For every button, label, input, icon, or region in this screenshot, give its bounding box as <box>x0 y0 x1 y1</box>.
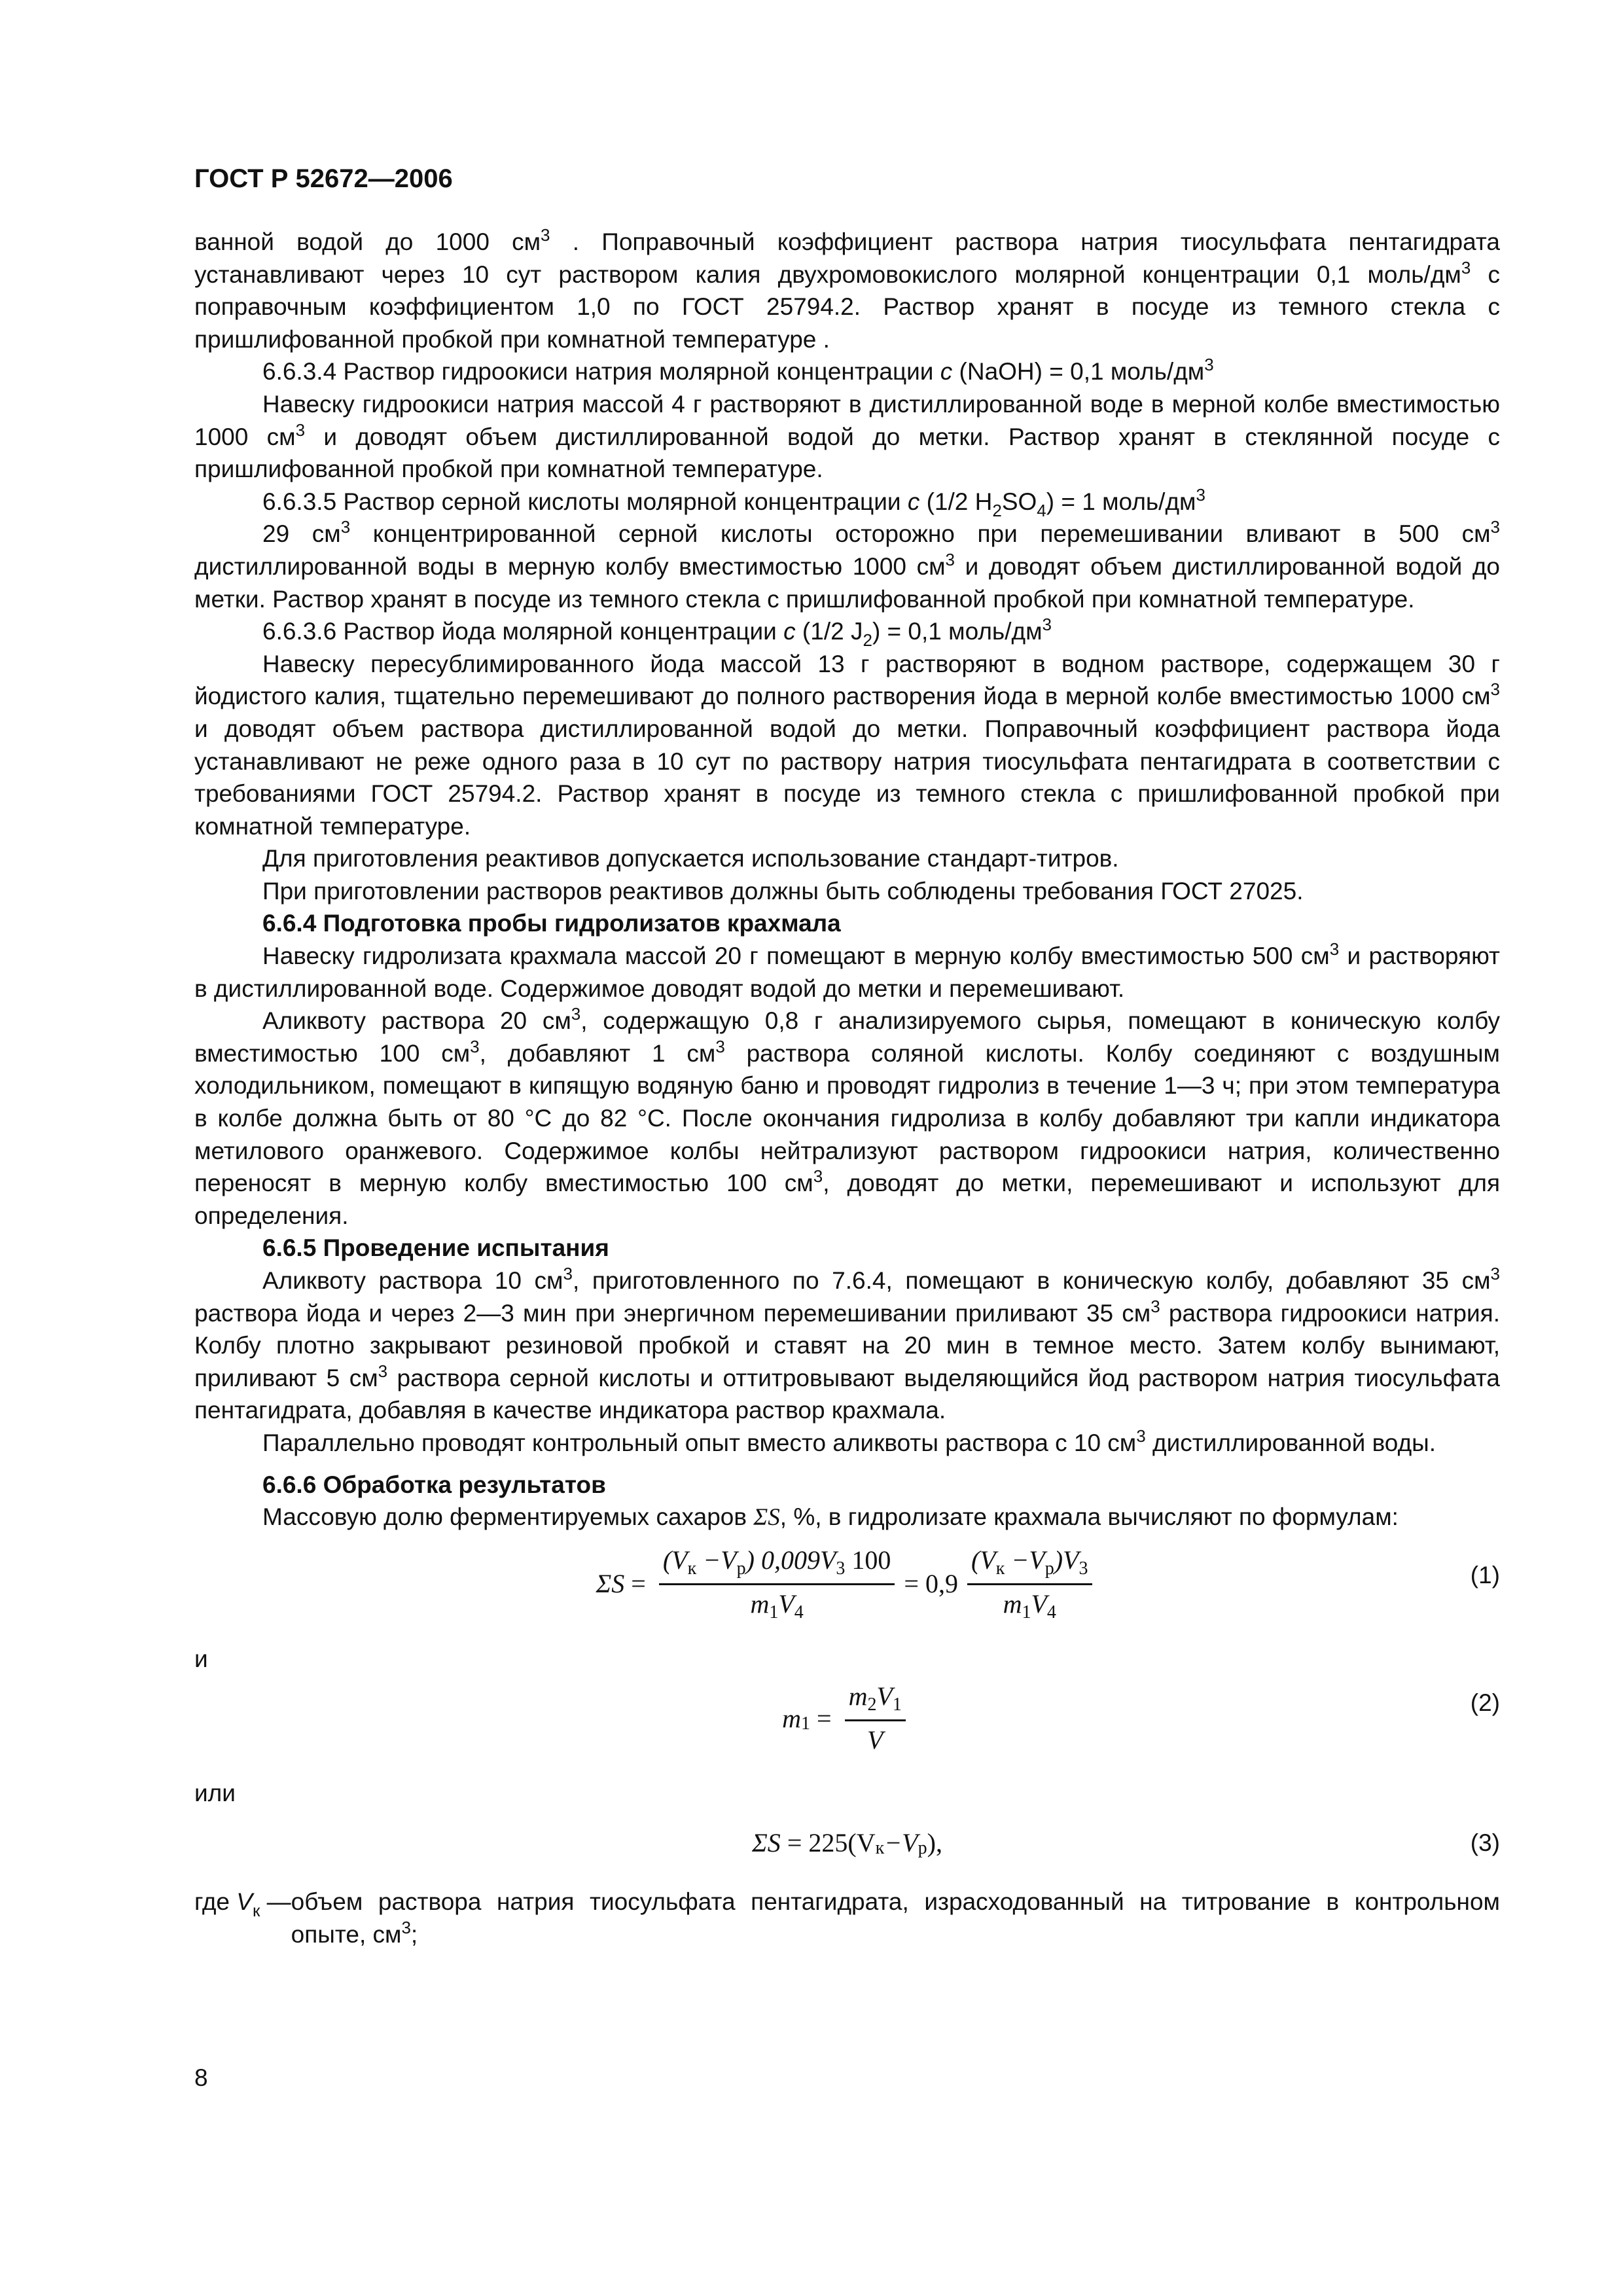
superscript: 3 <box>1329 939 1340 960</box>
paragraph <box>194 1005 1500 1232</box>
text-run: 6.6.3.4 Раствор гидроокиси натрия молярной концентрации <box>262 358 940 386</box>
fraction-numerator <box>659 1544 895 1586</box>
superscript: 3 <box>813 1166 823 1187</box>
section-heading-6-6-4: 6.6.4 Подготовка пробы гидролизатов крахмала <box>262 910 841 937</box>
text-run: , добавляют 1 см <box>479 1039 716 1067</box>
text-run: объем раствора натрия тиосульфата пентагидрата, израсходованный на титрование в контрольном опыте, см <box>291 1888 1500 1948</box>
paragraph <box>194 518 1500 615</box>
text-run: 29 см <box>262 520 341 548</box>
section-6-6-3-6 <box>194 615 1500 651</box>
text-run: ) = 1 моль/дм <box>1046 488 1196 515</box>
text-run: Параллельно проводят контрольный опыт вместо аликвоты раствора с 10 см <box>262 1429 1137 1456</box>
symbol-c: c <box>940 358 953 386</box>
dash: — <box>260 1888 291 1915</box>
text-run: , приготовленного по 7.6.4, помещают в коническую колбу, добавляют 35 см <box>572 1267 1491 1294</box>
text-run: Аликвоту раствора 10 см <box>262 1267 563 1294</box>
paragraph <box>194 1501 1500 1534</box>
formula-number: (2) <box>1470 1689 1500 1717</box>
formula-2-body <box>194 1679 1500 1757</box>
subscript: 1 <box>801 1713 810 1734</box>
text-run: где <box>194 1888 237 1915</box>
equals-sign: = <box>631 1568 646 1598</box>
superscript: 3 <box>1196 484 1205 505</box>
text-run: Навеску пересублимированного йода массой 13 г растворяют в водном растворе, содержащем 30 г йодистого калия, тщательно перемешивают до полного растворения йода в мерной колбе вместимостью 1000 см <box>194 650 1500 710</box>
superscript: 3 <box>571 1004 581 1024</box>
paragraph: При приготовлении растворов реактивов должны быть соблюдены требования ГОСТ 27025. <box>262 877 1304 905</box>
paragraph <box>194 648 1500 843</box>
superscript: 3 <box>541 225 550 245</box>
superscript: 3 <box>715 1036 725 1056</box>
paragraph <box>194 1427 1500 1460</box>
text-run: ; <box>410 1920 418 1948</box>
text-run: V <box>876 1681 893 1711</box>
superscript: 3 <box>378 1361 388 1381</box>
subscript: 4 <box>794 1602 804 1623</box>
text-run: 6.6.3.5 Раствор серной кислоты молярной концентрации <box>262 488 908 515</box>
section-heading-6-6-5: 6.6.5 Проведение испытания <box>262 1234 609 1262</box>
conjunction-and: и <box>194 1645 208 1672</box>
text-run: , доводят до метки, перемешивают и используют для определения. <box>194 1170 1500 1229</box>
text-run: V <box>867 1725 883 1755</box>
text-run: V <box>1031 1589 1047 1619</box>
text-run: m <box>1003 1589 1022 1619</box>
text-run: раствора серной кислоты и оттитровывают выделяющийся йод раствором натрия тиосульфата пентагидрата, добавляя в качестве индикатора раствор крахмала. <box>194 1364 1500 1424</box>
text-run: −V <box>696 1545 737 1575</box>
formula-number: (1) <box>1470 1561 1500 1588</box>
text-run: и растворяют в дистиллированной воде. Содержимое доводят водой до метки и перемешивают. <box>194 942 1500 1002</box>
subscript: р <box>918 1838 927 1859</box>
symbol-c: c <box>783 618 796 645</box>
text-run: 6.6.3.6 Раствор йода молярной концентрации <box>262 618 784 645</box>
variable-definition <box>194 1886 1500 1950</box>
fraction-numerator <box>967 1544 1092 1586</box>
text-run: раствора гидроокиси натрия. Колбу плотно закрывают резиновой пробкой и ставят на 20 мин в темное место. Затем колбу вынимают, приливают 5 см <box>194 1299 1500 1391</box>
superscript: 3 <box>401 1917 411 1937</box>
text-run: V <box>778 1589 794 1619</box>
subscript: 2 <box>992 500 1002 520</box>
text-run: SO <box>1001 488 1037 515</box>
text-run: . Поправочный коэффициент раствора натрия тиосульфата пентагидрата устанавливают через 10 сут раствором калия двухромовокислого молярной концентрации 0,1 моль/дм <box>194 228 1500 288</box>
subscript: 2 <box>867 1694 877 1715</box>
text-run: с поправочным коэффициентом 1,0 по ГОСТ 25794.2. Раствор хранят в посуде из темного стекла с пришлифованной пробкой при комнатной температуре . <box>194 260 1500 353</box>
formula-number: (3) <box>1470 1829 1500 1856</box>
fraction <box>967 1544 1092 1624</box>
subscript: 1 <box>769 1602 779 1623</box>
superscript: 3 <box>1490 1264 1500 1283</box>
superscript: 3 <box>1490 679 1500 700</box>
formula-3-body <box>194 1820 1500 1866</box>
subscript: 3 <box>1079 1558 1088 1579</box>
text-run: и доводят объем раствора дистиллированной водой до метки. Поправочный коэффициент раствора йода устанавливают не реже одного раза в 10 сут по раствору натрия тиосульфата пентагидрата в соответствии с требованиями ГОСТ 25794.2. Раствор хранят в посуде из темного стекла с пришлифованной пробкой при комнатной температуре. <box>194 715 1500 840</box>
subscript: к <box>687 1558 697 1579</box>
document-body <box>194 226 1500 1950</box>
text-run: ванной водой до 1000 см <box>194 228 541 255</box>
subscript: к <box>875 1838 885 1859</box>
superscript: 3 <box>563 1264 573 1283</box>
text-run: (1/2 J <box>795 618 863 645</box>
text-run: m <box>848 1681 868 1711</box>
text-run: m <box>750 1589 770 1619</box>
symbol-c: c <box>907 488 920 515</box>
subscript: р <box>736 1558 746 1579</box>
formula-lhs: ΣS <box>596 1568 625 1598</box>
section-6-6-3-5 <box>194 486 1500 518</box>
formula-lhs: ΣS <box>752 1828 781 1858</box>
paragraph: Для приготовления реактивов допускается использование стандарт-титров. <box>262 845 1119 872</box>
superscript: 3 <box>295 420 306 440</box>
formula-3 <box>194 1820 1500 1866</box>
text-run: (1/2 H <box>919 488 993 515</box>
fraction <box>845 1680 906 1757</box>
superscript: 3 <box>945 549 955 569</box>
text-run: концентрированной серной кислоты осторожно при перемешивании вливают в 500 см <box>350 520 1491 548</box>
subscript: р <box>1044 1558 1054 1579</box>
equals-sign: = <box>817 1703 832 1733</box>
text-run: дистиллированной воды в мерную колбу вместимостью 1000 см <box>194 552 946 580</box>
text-run: (V <box>971 1545 996 1575</box>
superscript: 3 <box>340 517 351 537</box>
conjunction-or: или <box>194 1780 236 1807</box>
text-run: и доводят объем дистиллированной водой до метки. Раствор хранят в стеклянной посуде с пришлифованной пробкой при комнатной температуре. <box>194 423 1500 483</box>
text-run: , %, в гидролизате крахмала вычисляют по формулам: <box>779 1503 1399 1531</box>
text-run: −V <box>884 1828 918 1858</box>
section-6-6-3-4 <box>194 355 1500 388</box>
fraction-denominator <box>863 1721 887 1757</box>
definition-text <box>291 1886 1500 1950</box>
superscript: 3 <box>470 1036 480 1056</box>
text-run: m <box>782 1703 801 1733</box>
text-run: −V <box>1005 1545 1045 1575</box>
page-number: 8 <box>194 2064 208 2091</box>
subscript: к <box>252 1900 260 1920</box>
superscript: 3 <box>1042 615 1052 635</box>
superscript: 3 <box>1136 1426 1146 1446</box>
text-run: )V <box>1054 1545 1079 1575</box>
text-run: , содержащую 0,8 г анализируемого сырья, помещают в коническую колбу вместимостью 100 см <box>194 1007 1501 1067</box>
fraction-denominator <box>746 1585 807 1624</box>
subscript: к <box>995 1558 1005 1579</box>
paragraph <box>194 1265 1500 1427</box>
paragraph <box>194 226 1500 355</box>
text-run: (NaOH) = 0,1 моль/дм <box>952 358 1205 386</box>
text-run: = 225(V <box>787 1828 876 1858</box>
text-run: ), <box>927 1828 942 1858</box>
equals-coefficient: = 0,9 <box>904 1568 958 1598</box>
subscript: 1 <box>892 1694 902 1715</box>
fraction-denominator <box>999 1585 1060 1624</box>
symbol-v: V <box>236 1888 253 1915</box>
subscript: 4 <box>1037 500 1046 520</box>
subscript: 4 <box>1046 1602 1056 1623</box>
superscript: 3 <box>1461 257 1471 278</box>
fraction <box>659 1544 895 1624</box>
fraction-numerator <box>845 1680 906 1722</box>
text-run: ) = 0,1 моль/дм <box>872 618 1043 645</box>
paragraph <box>194 388 1500 486</box>
text-run: дистиллированной воды. <box>1145 1429 1436 1456</box>
superscript: 3 <box>1204 355 1214 375</box>
text-run: 100 <box>845 1545 891 1575</box>
paragraph <box>194 940 1500 1005</box>
text-run: раствора йода и через 2—3 мин при энергичном перемешивании приливают 35 см <box>194 1299 1151 1327</box>
formula-1-body <box>194 1545 1500 1623</box>
superscript: 3 <box>1150 1296 1160 1316</box>
subscript: 1 <box>1022 1602 1031 1623</box>
text-run: раствора соляной кислоты. Колбу соединяют с воздушным холодильником, помещают в кипящую водяную баню и проводят гидролиз в течение 1—3 ч; при этом температура в колбе должна быть от 80 °С до 82 °С. После окончания гидролиза в колбу добавляют три капли индикатора метилового оранжевого. Содержимое колбы нейтрализуют раствором гидроокиси натрия, количественно переносят в мерную колбу вместимостью 100 см <box>194 1039 1500 1197</box>
symbol-sum-s: ΣS <box>753 1504 780 1532</box>
formula-1 <box>194 1545 1500 1623</box>
subscript: 2 <box>863 630 872 651</box>
section-heading-6-6-6: 6.6.6 Обработка результатов <box>262 1471 606 1498</box>
text-run: Навеску гидроокиси натрия массой 4 г растворяют в дистиллированной воде в мерной колбе вместимостью 1000 см <box>194 390 1500 450</box>
formula-2 <box>194 1679 1500 1757</box>
text-run: Навеску гидролизата крахмала массой 20 г помещают в мерную колбу вместимостью 500 см <box>262 942 1330 970</box>
text-run: Массовую долю ферментируемых сахаров <box>262 1503 754 1531</box>
subscript: 3 <box>836 1558 846 1579</box>
superscript: 3 <box>1490 517 1500 537</box>
text-run: и доводят объем дистиллированной водой до метки. Раствор хранят в посуде из темного стекла с пришлифованной пробкой при комнатной температуре. <box>194 552 1500 613</box>
text-run: (V <box>662 1545 688 1575</box>
document-header: ГОСТ Р 52672—2006 <box>194 164 453 193</box>
text-run: ) 0,009V <box>745 1545 836 1575</box>
text-run: Аликвоту раствора 20 см <box>262 1007 571 1035</box>
where-label <box>194 1886 291 1918</box>
